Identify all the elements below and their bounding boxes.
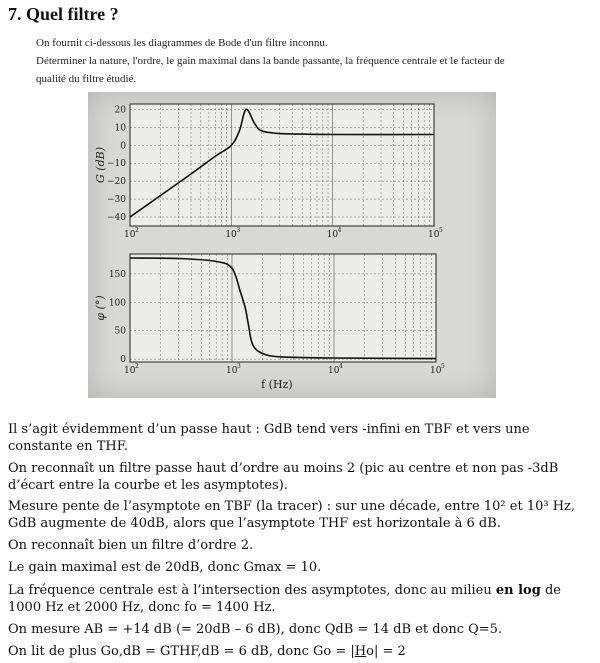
- x-tick-label: 10: [226, 366, 238, 376]
- y-tick-label: −30: [107, 195, 126, 206]
- y-tick-label: 50: [114, 326, 126, 337]
- x-tick-exponent: 2: [135, 363, 139, 370]
- answer-6-emphasis: en log: [495, 583, 541, 598]
- x-tick-label: 10: [124, 230, 136, 240]
- x-tick-exponent: 2: [135, 227, 139, 234]
- x-tick-exponent: 5: [441, 363, 445, 370]
- answer-8-part-c: o| = 2: [366, 644, 406, 659]
- x-tick-exponent: 3: [237, 363, 241, 370]
- intro-line-1: On fournit ci-dessous les diagrammes de Bode d'un filtre inconnu.: [36, 37, 328, 49]
- answer-6-part-a: La fréquence centrale est à l’intersection des asymptotes, donc au milieu: [8, 583, 496, 598]
- answer-8-part-a: On lit de plus Go,dB = GTHF,dB = 6 dB, donc Go = |: [8, 644, 355, 659]
- answer-paragraph-5: Le gain maximal est de 20dB, donc Gmax = 10.: [8, 560, 322, 575]
- answer-paragraph-2: On reconnaît un filtre passe haut d’ordre au moins 2 (pic au centre et non pas -3dB d’écart entre la courbe et les asymptotes).: [8, 461, 559, 493]
- plot-area: [130, 104, 434, 226]
- plot-area: [130, 254, 436, 362]
- x-tick-label: 10: [428, 230, 440, 240]
- bode-diagram-photo: [88, 92, 496, 398]
- intro-line-3: qualité du filtre étudié.: [36, 73, 137, 85]
- answer-paragraph-8: [8, 643, 596, 660]
- y-tick-label: 150: [108, 269, 126, 280]
- y-tick-label: 10: [114, 123, 126, 134]
- y-tick-label: −10: [107, 159, 126, 170]
- answer-8-transfer-symbol: H: [354, 644, 367, 659]
- bode-diagram: [88, 92, 496, 398]
- phase-axis-label: φ (°): [94, 295, 107, 321]
- x-tick-exponent: 5: [439, 227, 443, 234]
- x-tick-label: 10: [124, 366, 136, 376]
- section-heading: 7. Quel filtre ?: [8, 4, 119, 24]
- frequency-axis-label: f (Hz): [261, 378, 293, 391]
- y-tick-label: 0: [120, 355, 126, 366]
- y-tick-label: 0: [120, 141, 126, 152]
- x-tick-exponent: 3: [236, 227, 241, 234]
- answer-paragraph-6: [8, 582, 596, 616]
- y-tick-label: 20: [114, 105, 126, 116]
- answer-paragraph-7: On mesure AB = +14 dB (= 20dB – 6 dB), donc QdB = 14 dB et donc Q=5.: [8, 622, 503, 637]
- answer-6-part-c: de 1000 Hz et 2000 Hz, donc fo = 1400 Hz.: [8, 583, 561, 615]
- answer-paragraph-1: Il s’agit évidemment d’un passe haut : GdB tend vers -infini en TBF et vers une constante en THF.: [8, 422, 530, 454]
- y-tick-label: −20: [107, 177, 126, 188]
- y-tick-label: 100: [108, 298, 126, 309]
- x-tick-exponent: 4: [339, 363, 343, 370]
- x-tick-label: 10: [225, 230, 237, 240]
- x-tick-label: 10: [326, 230, 339, 240]
- answer-paragraph-4: On reconnaît bien un filtre d’ordre 2.: [8, 538, 254, 553]
- y-tick-label: −40: [107, 213, 126, 224]
- intro-line-2: Déterminer la nature, l'ordre, le gain maximal dans la bande passante, la fréquence centrale et le facteur de: [36, 55, 505, 67]
- gain-axis-label: G (dB): [94, 147, 107, 183]
- x-tick-exponent: 4: [337, 227, 342, 234]
- x-tick-label: 10: [430, 366, 442, 376]
- answer-paragraph-3: Mesure pente de l’asymptote en TBF (la tracer) : sur une décade, entre 10² et 10³ Hz, GdB augmente de 40dB, alors que l’asymptote THF est horizontale à 6 dB.: [8, 499, 576, 531]
- x-tick-label: 10: [328, 366, 340, 376]
